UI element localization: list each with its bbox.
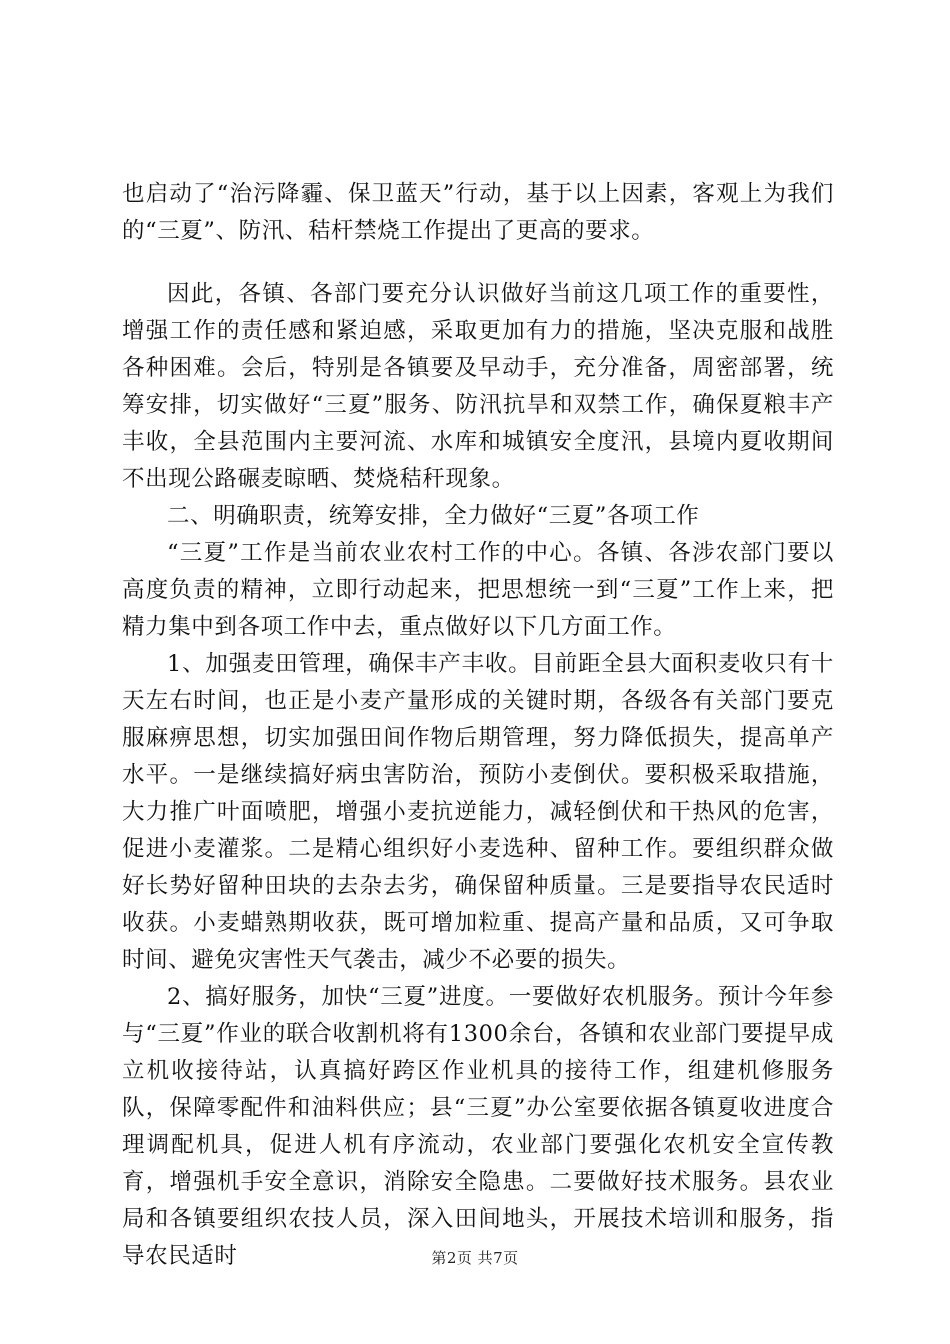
paragraph-sanxia-center: “三夏”工作是当前农业农村工作的中心。各镇、各涉农部门要以高度负责的精神，立即行动起来，把思想统一到“三夏”工作上来，把精力集中到各项工作中去，重点做好以下几方面工作。	[122, 540, 834, 640]
paragraph-continuation: 也启动了“治污降霾、保卫蓝天”行动，基于以上因素，客观上为我们的“三夏”、防汛、秸杆禁烧工作提出了更高的要求。	[122, 181, 834, 244]
paragraph-importance: 因此，各镇、各部门要充分认识做好当前这几项工作的重要性，增强工作的责任感和紧迫感，采取更加有力的措施，坚决克服和战胜各种困难。会后，特别是各镇要及早动手，充分准备，周密部署，统筹安排，切实做好“三夏”服务、防汛抗旱和双禁工作，确保夏粮丰产丰收，全县范围内主要河流、水库和城镇安全度汛，县境内夏收期间不出现公路碾麦晾晒、焚烧秸秆现象。	[122, 281, 834, 492]
section-heading: 二、明确职责，统筹安排，全力做好“三夏”各项工作	[167, 503, 700, 529]
paragraph-services: 2、搞好服务，加快“三夏”进度。一要做好农机服务。预计今年参与“三夏”作业的联合收割机将有1300余台，各镇和农业部门要提早成立机收接待站，认真搞好跨区作业机具的接待工作，组建机修服务队，保障零配件和油料供应；县“三夏”办公室要依据各镇夏收进度合理调配机具，促进人机有序流动，农业部门要强化农机安全宣传教育，增强机手安全意识，消除安全隐患。二要做好技术服务。县农业局和各镇要组织农技人员，深入田间地头，开展技术培训和服务，指导农民适时	[122, 984, 834, 1269]
paragraph-wheat-management: 1、加强麦田管理，确保丰产丰收。目前距全县大面积麦收只有十天左右时间，也正是小麦产量形成的关键时期，各级各有关部门要克服麻痹思想，切实加强田间作物后期管理，努力降低损失，提高单产水平。一是继续搞好病虫害防治，预防小麦倒伏。要积极采取措施，大力推广叶面喷肥，增强小麦抗逆能力，减轻倒伏和干热风的危害，促进小麦灌浆。二是精心组织好小麦选种、留种工作。要组织群众做好长势好留种田块的去杂去劣，确保留种质量。三是要指导农民适时收获。小麦蜡熟期收获，既可增加粒重、提高产量和品质，又可争取时间、避免灾害性天气袭击，减少不必要的损失。	[122, 651, 834, 973]
document-body	[122, 176, 834, 1275]
page-footer: 第2页 共7页	[431, 1249, 519, 1267]
